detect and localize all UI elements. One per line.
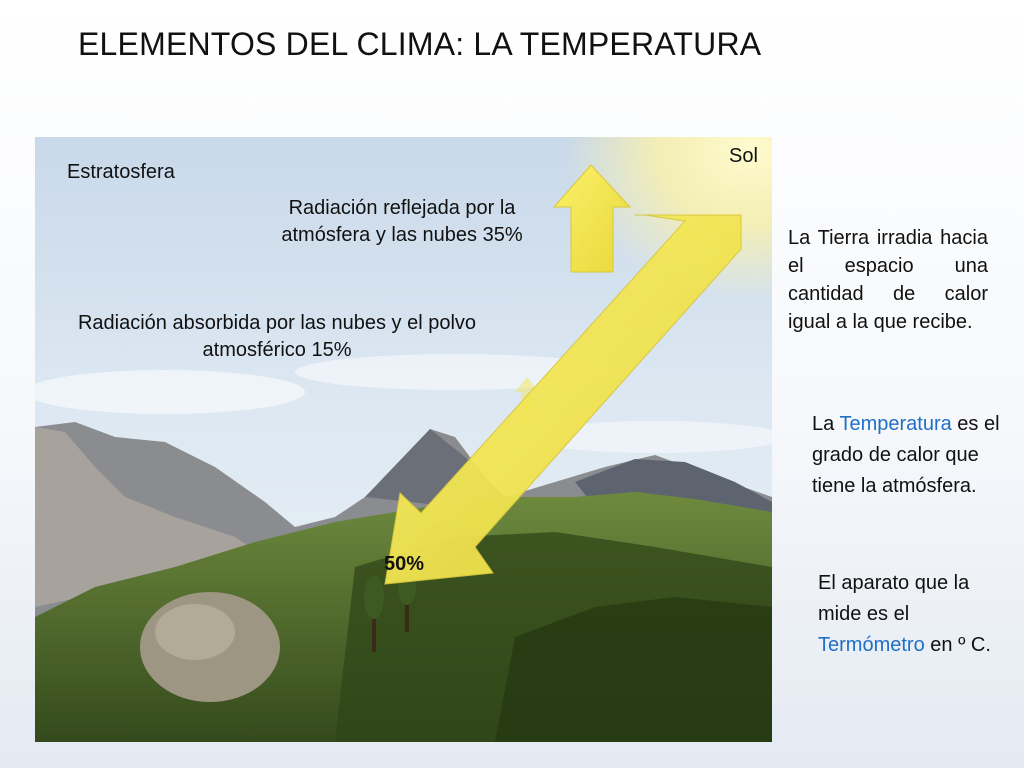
reflected-radiation-label: Radiación reflejada por la atmósfera y las nubes 35% xyxy=(281,197,523,246)
sun-label: Sol xyxy=(729,145,758,167)
illustration xyxy=(35,137,772,742)
temperature-suffix: es el grado de calor que tiene la atmósfera. xyxy=(812,413,1000,497)
temperature-definition xyxy=(812,409,1002,502)
absorbed-radiation-label: Radiación absorbida por las nubes y el polvo atmosférico 15% xyxy=(77,312,477,361)
temperature-prefix: La xyxy=(812,413,840,435)
thermometer-text xyxy=(818,568,1018,661)
earth-radiation-text: La Tierra irradia hacia el espacio una cantidad de calor igual a la que recibe. xyxy=(788,227,988,333)
page-title: ELEMENTOS DEL CLIMA: LA TEMPERATURA xyxy=(78,26,762,62)
thermometer-prefix: El aparato que la mide es el xyxy=(818,572,970,625)
surface-percent-label: 50% xyxy=(384,553,425,575)
temperature-term: Temperatura xyxy=(839,413,952,435)
thermometer-term: Termómetro xyxy=(818,634,925,656)
thermometer-suffix: en º C. xyxy=(924,634,991,656)
stratosphere-label: Estratosfera xyxy=(67,161,175,183)
